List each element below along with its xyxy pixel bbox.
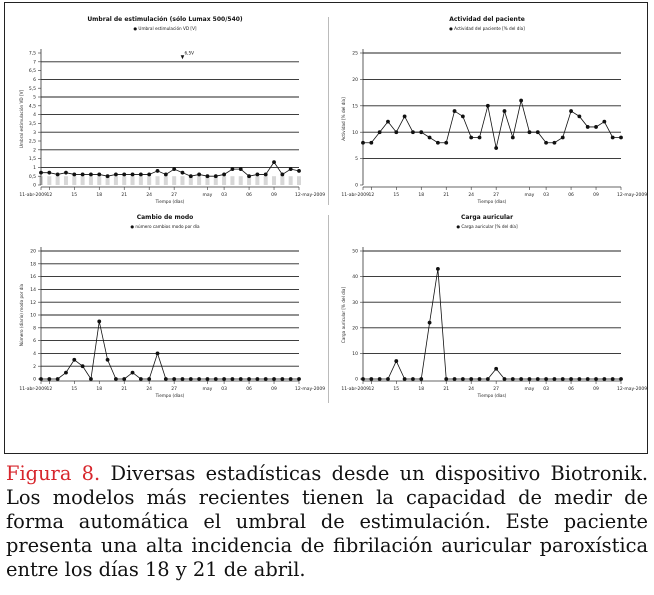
- vertical-divider: [328, 17, 329, 205]
- data-point: [553, 141, 557, 145]
- data-point: [544, 377, 548, 381]
- data-point: [594, 125, 598, 129]
- x-tick-label: 27: [171, 387, 178, 392]
- shaded-range-bar: [139, 176, 143, 185]
- y-tick-label: 10: [352, 130, 358, 136]
- data-point: [453, 377, 457, 381]
- chart-title: Actividad del paciente: [449, 16, 525, 23]
- data-point: [156, 169, 160, 173]
- shaded-range-bar: [255, 176, 259, 185]
- data-point: [47, 171, 51, 175]
- shaded-range-bar: [156, 176, 160, 185]
- y-axis-label: Umbral estimulación VD [V]: [19, 89, 24, 149]
- x-tick-label: 03: [543, 387, 549, 392]
- data-point: [239, 377, 243, 381]
- series-line: [41, 321, 299, 379]
- y-tick-label: 30: [352, 300, 358, 306]
- data-point: [411, 377, 415, 381]
- shaded-range-bar: [81, 176, 85, 185]
- data-point: [569, 377, 573, 381]
- data-point: [297, 169, 301, 173]
- x-tick-label: 24: [468, 387, 475, 392]
- y-tick-label: 2: [33, 364, 36, 370]
- x-tick-label: 12-may-2009: [617, 387, 648, 392]
- data-point: [289, 377, 293, 381]
- data-point: [289, 167, 293, 171]
- data-point: [139, 377, 143, 381]
- figure-label: Figura 8.: [6, 462, 101, 485]
- data-point: [619, 377, 623, 381]
- data-point: [164, 173, 168, 177]
- x-tick-label: 06: [568, 387, 574, 392]
- y-tick-label: 4: [33, 352, 36, 357]
- data-point: [619, 136, 623, 140]
- y-tick-label: 6: [33, 339, 36, 345]
- data-point: [378, 377, 382, 381]
- data-point: [577, 377, 581, 381]
- shaded-range-bar: [72, 176, 76, 185]
- y-tick-label: 6,5: [28, 69, 36, 75]
- data-point: [419, 130, 423, 134]
- data-point: [411, 130, 415, 134]
- x-tick-label: 15: [71, 387, 78, 392]
- x-tick-label: may: [524, 193, 535, 198]
- data-point: [47, 377, 51, 381]
- data-point: [453, 109, 457, 113]
- shaded-range-bar: [89, 176, 93, 185]
- y-tick-label: 10: [352, 352, 358, 357]
- data-point: [64, 371, 68, 375]
- data-point: [394, 130, 398, 134]
- data-point: [56, 377, 60, 381]
- data-point: [231, 167, 235, 171]
- x-tick-label: 27: [493, 193, 500, 198]
- data-point: [361, 377, 365, 381]
- data-point: [369, 141, 373, 145]
- data-point: [172, 167, 176, 171]
- chart-panel-activity: [331, 11, 648, 211]
- y-tick-label: 12: [30, 300, 36, 306]
- x-axis-label: Tiempo (días): [477, 393, 507, 398]
- data-point: [461, 377, 465, 381]
- x-tick-label: 18: [96, 387, 103, 392]
- y-tick-label: 20: [352, 326, 358, 332]
- data-point: [611, 377, 615, 381]
- data-point: [39, 171, 43, 175]
- data-point: [528, 377, 532, 381]
- x-tick-label: 12: [368, 387, 375, 392]
- x-tick-label: 03: [221, 193, 227, 198]
- y-tick-label: 4,5: [28, 104, 36, 110]
- data-point: [486, 377, 490, 381]
- data-point: [361, 141, 365, 145]
- data-point: [156, 352, 160, 356]
- shaded-range-bar: [222, 176, 226, 185]
- x-tick-label: 11-abr-2009: [19, 387, 47, 392]
- y-axis-label: Carga auricular [% del día]: [341, 286, 346, 344]
- y-tick-label: 25: [352, 51, 358, 57]
- data-point: [181, 377, 185, 381]
- data-point: [214, 174, 218, 178]
- data-point: [428, 136, 432, 140]
- data-point: [469, 136, 473, 140]
- data-point: [419, 377, 423, 381]
- y-tick-label: 40: [352, 275, 358, 281]
- x-tick-label: 12-may-2009: [295, 387, 326, 392]
- chart-panel-mode-switch: [9, 209, 326, 405]
- data-point: [280, 377, 284, 381]
- data-point: [272, 160, 276, 164]
- y-tick-label: 20: [30, 249, 36, 255]
- data-point: [131, 371, 135, 375]
- annotation-marker: [181, 55, 185, 59]
- series-line: [363, 101, 621, 149]
- data-point: [561, 136, 565, 140]
- y-tick-label: 14: [30, 288, 36, 293]
- data-point: [511, 136, 515, 140]
- x-tick-label: 15: [393, 387, 400, 392]
- vertical-divider-lower: [328, 215, 329, 403]
- shaded-range-bar: [197, 176, 201, 185]
- data-point: [378, 130, 382, 134]
- y-tick-label: 3: [33, 130, 36, 136]
- y-tick-label: 0,5: [28, 174, 36, 180]
- data-point: [255, 377, 259, 381]
- y-tick-label: 6: [33, 78, 36, 83]
- shaded-range-bar: [97, 176, 101, 185]
- chart-title: Cambio de modo: [136, 214, 194, 221]
- x-tick-label: 12-may-2009: [295, 193, 326, 198]
- x-tick-label: 09: [593, 387, 599, 392]
- y-tick-label: 3,5: [28, 122, 36, 127]
- data-point: [81, 364, 85, 368]
- shaded-range-bar: [297, 176, 301, 185]
- shaded-range-bar: [147, 176, 151, 185]
- x-tick-label: 03: [543, 193, 549, 198]
- data-point: [503, 109, 507, 113]
- data-point: [403, 377, 407, 381]
- data-point: [561, 377, 565, 381]
- data-point: [519, 377, 523, 381]
- figure-caption: [6, 462, 648, 582]
- data-point: [403, 114, 407, 118]
- data-point: [106, 358, 110, 362]
- data-point: [528, 130, 532, 134]
- data-point: [139, 173, 143, 177]
- y-tick-label: 5: [355, 157, 358, 163]
- data-point: [577, 114, 581, 118]
- x-tick-label: 15: [71, 193, 78, 198]
- data-point: [72, 358, 76, 362]
- chart-legend: ● Carga auricular [% del día]: [456, 224, 518, 229]
- x-tick-label: 11-abr-2009: [341, 387, 369, 392]
- y-tick-label: 4: [33, 113, 36, 119]
- shaded-range-bar: [131, 176, 135, 185]
- data-point: [72, 173, 76, 177]
- shaded-range-bar: [64, 176, 68, 185]
- data-point: [436, 141, 440, 145]
- data-point: [280, 173, 284, 177]
- data-point: [97, 320, 101, 324]
- y-tick-label: 2,5: [28, 139, 36, 145]
- y-tick-label: 16: [30, 275, 36, 281]
- x-tick-label: 09: [271, 193, 277, 198]
- x-tick-label: 27: [171, 193, 178, 198]
- data-point: [272, 377, 276, 381]
- data-point: [536, 377, 540, 381]
- data-point: [122, 173, 126, 177]
- chart-legend: ● número cambios modo por día: [130, 224, 200, 229]
- data-point: [106, 174, 110, 178]
- y-axis-label: Número (diario) modo por día: [19, 283, 24, 347]
- data-point: [164, 377, 168, 381]
- data-point: [569, 109, 573, 113]
- shaded-range-bar: [47, 176, 51, 185]
- data-point: [586, 377, 590, 381]
- data-point: [594, 377, 598, 381]
- x-tick-label: 21: [443, 193, 450, 198]
- x-tick-label: 09: [271, 387, 277, 392]
- data-point: [536, 130, 540, 134]
- data-point: [189, 174, 193, 178]
- data-point: [503, 377, 507, 381]
- data-point: [147, 173, 151, 177]
- data-point: [264, 377, 268, 381]
- x-tick-label: 11-abr-2009: [341, 193, 369, 198]
- data-point: [97, 173, 101, 177]
- y-tick-label: 18: [30, 262, 36, 268]
- shaded-range-bar: [289, 176, 293, 185]
- shaded-range-bar: [172, 176, 176, 185]
- data-point: [81, 173, 85, 177]
- x-axis-label: Tiempo (días): [155, 393, 185, 398]
- data-point: [369, 377, 373, 381]
- data-point: [114, 377, 118, 381]
- y-tick-label: 10: [30, 313, 36, 319]
- x-tick-label: 09: [593, 193, 599, 198]
- annotation-label: 6,5V: [184, 50, 195, 56]
- data-point: [586, 125, 590, 129]
- data-point: [206, 174, 210, 178]
- data-point: [494, 146, 498, 150]
- data-point: [239, 167, 243, 171]
- y-tick-label: 8: [33, 326, 36, 332]
- y-tick-label: 0: [33, 183, 36, 189]
- shaded-range-bar: [280, 176, 284, 185]
- data-point: [511, 377, 515, 381]
- figure-frame: [4, 2, 648, 454]
- x-tick-label: may: [202, 387, 213, 392]
- x-tick-label: 18: [418, 193, 425, 198]
- y-tick-label: 15: [352, 104, 358, 110]
- data-point: [486, 104, 490, 108]
- data-point: [553, 377, 557, 381]
- y-tick-label: 50: [352, 249, 358, 255]
- x-tick-label: 06: [246, 387, 252, 392]
- data-point: [255, 173, 259, 177]
- shaded-range-bar: [114, 176, 118, 185]
- caption-text: Diversas estadísticas desde un dispositivo Biotronik. Los modelos más recientes tienen la capacidad de medir de forma automática el umbral de estimulación. Este paciente presenta una alta incidencia de fibrilación auricular paroxística entre los días 18 y 21 de abril.: [6, 462, 648, 581]
- x-tick-label: 24: [146, 387, 153, 392]
- chart-legend: ● Actividad del paciente [% del día]: [449, 26, 525, 31]
- data-point: [602, 377, 606, 381]
- data-point: [602, 120, 606, 124]
- y-axis-label: Actividad [% del día]: [341, 97, 346, 141]
- x-tick-label: 18: [418, 387, 425, 392]
- data-point: [494, 367, 498, 371]
- chart-title: Umbral de estimulación (sólo Lumax 500/540): [87, 16, 243, 23]
- data-point: [214, 377, 218, 381]
- data-point: [544, 141, 548, 145]
- data-point: [197, 173, 201, 177]
- chart-title: Carga auricular: [460, 214, 514, 221]
- y-tick-label: 0: [33, 377, 36, 383]
- data-point: [131, 173, 135, 177]
- shaded-range-bar: [180, 176, 184, 185]
- x-tick-label: 03: [221, 387, 227, 392]
- x-tick-label: 24: [468, 193, 475, 198]
- data-point: [444, 141, 448, 145]
- data-point: [297, 377, 301, 381]
- x-tick-label: 12: [368, 193, 375, 198]
- data-point: [247, 377, 251, 381]
- x-tick-label: 12: [46, 193, 53, 198]
- mode-switch-chart-svg: [9, 209, 326, 405]
- y-tick-label: 0: [355, 377, 358, 383]
- data-point: [478, 377, 482, 381]
- threshold-chart-svg: [9, 11, 326, 211]
- y-tick-label: 5,5: [28, 86, 36, 92]
- data-point: [222, 173, 226, 177]
- y-tick-label: 1,5: [28, 157, 36, 163]
- data-point: [147, 377, 151, 381]
- data-point: [64, 171, 68, 175]
- data-point: [247, 174, 251, 178]
- data-point: [56, 173, 60, 177]
- x-tick-label: 21: [443, 387, 450, 392]
- shaded-range-bar: [122, 176, 126, 185]
- chart-panel-threshold: [9, 11, 326, 211]
- series-line: [41, 162, 299, 176]
- x-tick-label: 11-abr-2009: [19, 193, 47, 198]
- x-tick-label: 12-may-2009: [617, 193, 648, 198]
- data-point: [114, 173, 118, 177]
- shaded-range-bar: [230, 176, 234, 185]
- data-point: [122, 377, 126, 381]
- data-point: [478, 136, 482, 140]
- chart-panel-atrial-burden: [331, 209, 648, 405]
- data-point: [394, 359, 398, 363]
- x-tick-label: 06: [568, 193, 574, 198]
- shaded-range-bar: [56, 176, 60, 185]
- data-point: [264, 173, 268, 177]
- shaded-range-bar: [264, 176, 268, 185]
- activity-chart-svg: [331, 11, 648, 211]
- data-point: [386, 377, 390, 381]
- data-point: [89, 377, 93, 381]
- data-point: [436, 267, 440, 271]
- data-point: [181, 171, 185, 175]
- data-point: [39, 377, 43, 381]
- x-tick-label: 06: [246, 193, 252, 198]
- data-point: [231, 377, 235, 381]
- shaded-range-bar: [239, 176, 243, 185]
- data-point: [469, 377, 473, 381]
- chart-legend: ● Umbral estimulación VD [V]: [133, 26, 197, 31]
- x-axis-label: Tiempo (días): [477, 199, 507, 204]
- y-tick-label: 5: [33, 95, 36, 101]
- series-line: [363, 269, 621, 379]
- data-point: [519, 99, 523, 103]
- x-tick-label: 15: [393, 193, 400, 198]
- data-point: [611, 136, 615, 140]
- x-tick-label: may: [524, 387, 535, 392]
- y-tick-label: 7,5: [28, 51, 36, 57]
- x-tick-label: 18: [96, 193, 103, 198]
- data-point: [189, 377, 193, 381]
- x-tick-label: 24: [146, 193, 153, 198]
- y-tick-label: 0: [355, 183, 358, 189]
- y-tick-label: 2: [33, 148, 36, 154]
- data-point: [444, 377, 448, 381]
- x-tick-label: 21: [121, 193, 128, 198]
- data-point: [386, 120, 390, 124]
- x-axis-label: Tiempo (días): [155, 199, 185, 204]
- atrial-burden-chart-svg: [331, 209, 648, 405]
- data-point: [222, 377, 226, 381]
- y-tick-label: 1: [33, 166, 36, 171]
- data-point: [461, 114, 465, 118]
- data-point: [206, 377, 210, 381]
- data-point: [197, 377, 201, 381]
- y-tick-label: 7: [33, 60, 36, 66]
- shaded-range-bar: [164, 176, 168, 185]
- data-point: [428, 321, 432, 325]
- shaded-range-bar: [272, 176, 276, 185]
- x-tick-label: may: [202, 193, 213, 198]
- data-point: [172, 377, 176, 381]
- x-tick-label: 12: [46, 387, 53, 392]
- x-tick-label: 21: [121, 387, 128, 392]
- y-tick-label: 20: [352, 78, 358, 83]
- x-tick-label: 27: [493, 387, 500, 392]
- data-point: [89, 173, 93, 177]
